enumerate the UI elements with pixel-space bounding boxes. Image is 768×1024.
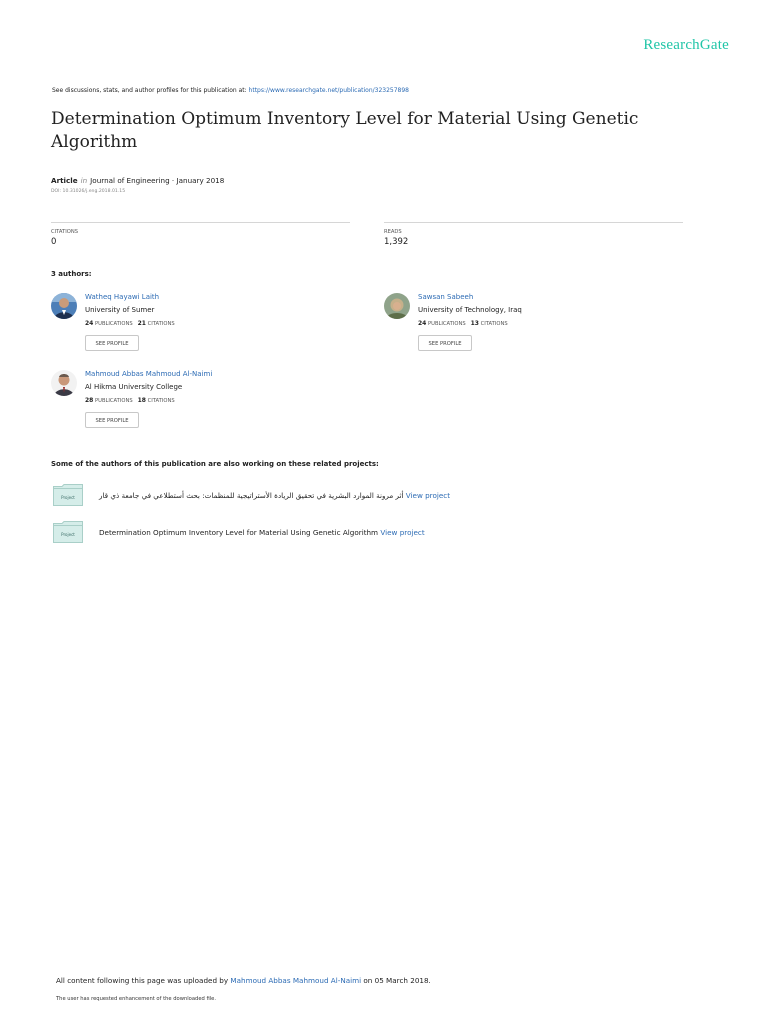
reads-label: READS	[384, 229, 402, 235]
citations-label: CITATIONS	[147, 321, 175, 327]
citations-count: 13	[470, 320, 479, 327]
upload-prefix: All content following this page was uploaded by	[56, 976, 231, 985]
project-row	[99, 528, 425, 537]
publication-meta	[51, 176, 224, 185]
author-card	[51, 293, 351, 363]
avatar[interactable]	[384, 293, 410, 319]
author-name-link[interactable]: Mahmoud Abbas Mahmoud Al-Naimi	[85, 370, 213, 378]
researchgate-logo[interactable]: ResearchGate	[643, 37, 729, 53]
discussion-line	[52, 87, 409, 94]
publications-count: 28	[85, 397, 94, 404]
author-affiliation: Al Hikma University College	[85, 383, 183, 391]
stats-divider-right	[384, 222, 683, 223]
publications-label: PUBLICATIONS	[95, 321, 133, 327]
citations-count: 21	[137, 320, 146, 327]
stats-divider-left	[51, 222, 350, 223]
reads-stat	[384, 229, 408, 247]
view-project-link[interactable]: View project	[380, 528, 425, 537]
author-stats	[85, 320, 175, 327]
journal-date: Journal of Engineering · January 2018	[90, 176, 225, 185]
view-project-link[interactable]: View project	[405, 491, 451, 500]
project-title: Determination Optimum Inventory Level for Material Using Genetic Algorithm	[99, 528, 379, 537]
author-card	[51, 370, 351, 440]
citations-value: 0	[51, 237, 57, 247]
upload-suffix: on 05 March 2018.	[361, 976, 431, 985]
discussion-prefix: See discussions, stats, and author profiles for this publication at:	[52, 87, 249, 94]
avatar[interactable]	[51, 370, 77, 396]
author-affiliation: University of Technology, Iraq	[418, 306, 522, 314]
author-name-link[interactable]: Sawsan Sabeeh	[418, 293, 474, 301]
upload-note	[56, 976, 431, 985]
citations-label: CITATIONS	[480, 321, 508, 327]
project-folder-icon[interactable]	[53, 484, 83, 506]
avatar[interactable]	[51, 293, 77, 319]
project-icon-label: Project	[61, 495, 75, 500]
enhancement-note: The user has requested enhancement of the downloaded file.	[56, 996, 217, 1002]
see-profile-button[interactable]: SEE PROFILE	[85, 412, 139, 428]
citations-label: CITATIONS	[147, 398, 175, 404]
doi-text: DOI: 10.31026/j.eng.2018.01.15	[51, 189, 126, 194]
reads-value: 1,392	[384, 237, 409, 247]
publication-url-link[interactable]: https://www.researchgate.net/publication/323257898	[248, 87, 409, 94]
author-stats	[418, 320, 508, 327]
page-title: Determination Optimum Inventory Level for Material Using Genetic Algorithm	[51, 109, 639, 152]
related-projects-heading: Some of the authors of this publication are also working on these related projects:	[51, 460, 379, 468]
publications-label: PUBLICATIONS	[95, 398, 133, 404]
see-profile-button[interactable]: SEE PROFILE	[85, 335, 139, 351]
citations-stat	[51, 229, 78, 247]
meta-in: in	[80, 176, 88, 185]
uploader-link[interactable]: Mahmoud Abbas Mahmoud Al-Naimi	[230, 976, 362, 985]
author-affiliation: University of Sumer	[85, 306, 155, 314]
publications-count: 24	[418, 320, 427, 327]
author-stats	[85, 397, 175, 404]
citations-count: 18	[137, 397, 146, 404]
publications-count: 24	[85, 320, 94, 327]
author-card	[384, 293, 684, 363]
project-title: أثر مرونة الموارد البشرية في تحقيق الريادة الأستراتيجية للمنظمات: بحث أستطلاعي في جامعة ذي قار	[99, 491, 404, 500]
project-row	[99, 491, 450, 500]
author-name-link[interactable]: Watheq Hayawi Laith	[85, 293, 160, 301]
see-profile-button[interactable]: SEE PROFILE	[418, 335, 472, 351]
citations-label: CITATIONS	[51, 229, 79, 235]
project-icon-label: Project	[61, 532, 75, 537]
publications-label: PUBLICATIONS	[428, 321, 466, 327]
project-folder-icon[interactable]	[53, 521, 83, 543]
authors-heading: 3 authors:	[51, 270, 92, 278]
publication-type: Article	[51, 176, 78, 185]
